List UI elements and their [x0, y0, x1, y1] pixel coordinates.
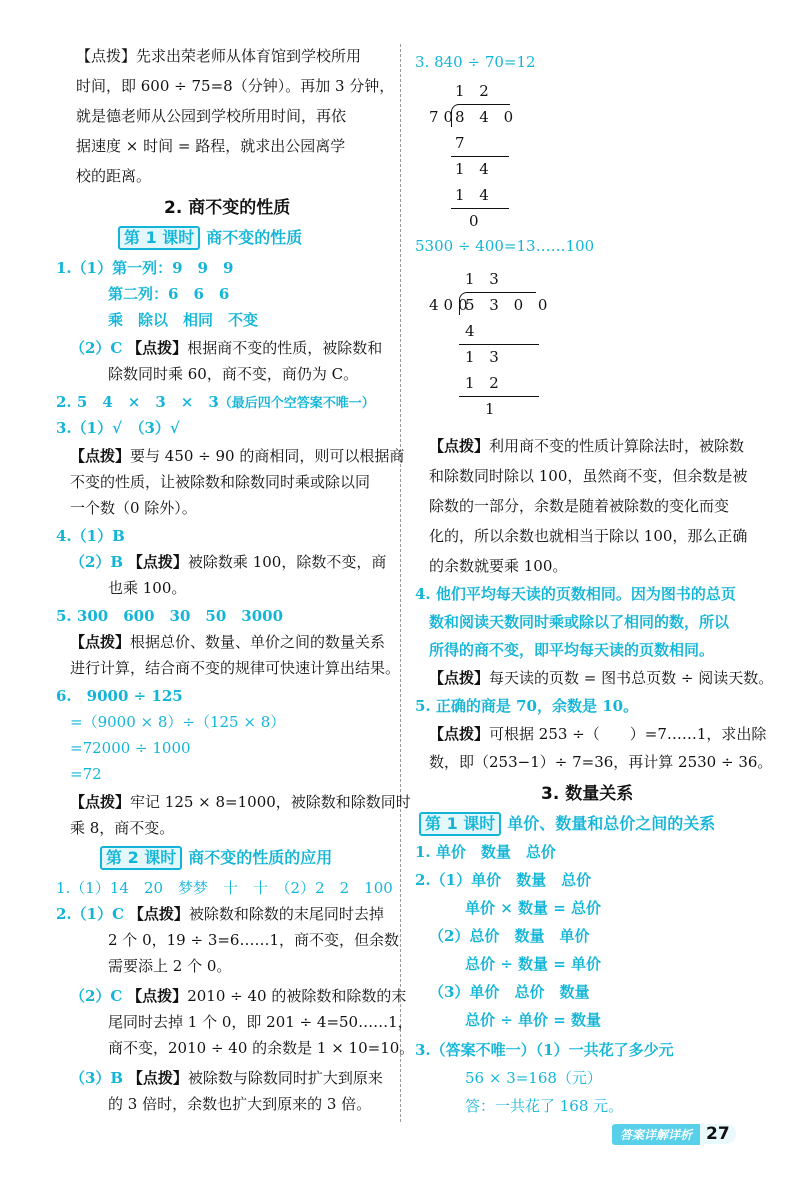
long-division: [429, 270, 569, 420]
tip-line: [70, 632, 385, 652]
tip-line: [429, 436, 744, 456]
tip-text: 尾同时去掉 1 个 0，即 201 ÷ 4=50……1，: [108, 1013, 413, 1031]
tip-tag: 【点拨】: [70, 793, 131, 811]
tip-text: 进行计算，结合商不变的规律可快速计算出结果。: [70, 659, 401, 677]
page-footer: [612, 1123, 736, 1145]
tip-text: 的 3 倍时，余数也扩大到原来的 3 倍。: [108, 1095, 372, 1113]
answer-line: [56, 392, 375, 414]
section-title: 2. 商不变的性质: [164, 198, 291, 218]
answer-note: （最后四个空答案不唯一）: [218, 396, 375, 411]
tip-text: 利用商不变的性质计算除法时，被除数: [489, 437, 745, 455]
tip-text: 和除数同时除以 100，虽然商不变，但余数是被: [429, 467, 748, 485]
answer-line: 答：一共花了 168 元。: [465, 1097, 624, 1115]
lesson-heading: [118, 226, 302, 250]
answer-line: [70, 552, 386, 572]
answer-line: [70, 986, 406, 1006]
lesson-heading: [100, 846, 332, 870]
tip-text: 2010 ÷ 40 的被除数和除数的末: [187, 987, 407, 1005]
long-division: [429, 82, 549, 232]
divisor: 70: [429, 108, 459, 126]
quotient: 1 3: [465, 270, 504, 288]
answer-line: [70, 1068, 383, 1088]
column-divider: [400, 44, 401, 1122]
section-title: 3. 数量关系: [541, 784, 634, 804]
intro-line: 【点拨】先求出荣老师从体育馆到学校所用: [76, 47, 362, 65]
answer-line: 56 × 3=168（元）: [465, 1069, 602, 1087]
intro-line: 校的距离。: [76, 167, 152, 185]
tip-text: 的余数就要乘 100。: [429, 557, 568, 575]
answer-label: 2.（1）C: [56, 905, 125, 923]
answer-label: （3）B: [70, 1069, 124, 1087]
step: 1 4: [455, 160, 494, 178]
tip-text: 被除数乘 100，除数不变，商: [187, 553, 387, 571]
tip-text: 除数的一部分，余数是随着被除数的变化而变: [429, 497, 730, 515]
division-rule: [459, 344, 539, 345]
answer-line: 数和阅读天数同时乘或除以了相同的数，所以: [429, 613, 730, 631]
answer-line: 第二列：6 6 6: [108, 285, 230, 303]
tip-text: 根据总价、数量、单价之间的数量关系: [130, 633, 386, 651]
tip-text: 被除数和除数的末尾同时去掉: [188, 905, 384, 923]
tip-text: 每天读的页数 = 图书总页数 ÷ 阅读天数。: [489, 669, 774, 687]
tip-line: [70, 792, 411, 812]
tip-text: 数，即（253−1）÷ 7=36，再计算 2530 ÷ 36。: [429, 753, 773, 771]
tip-text: 需要添上 2 个 0。: [108, 957, 232, 975]
answer-line: =72: [70, 765, 102, 783]
step: 1 4: [455, 186, 494, 204]
answer-line: 所得的商不变，即平均每天读的页数相同。: [429, 641, 715, 659]
step: 7: [455, 134, 470, 152]
tip-line: [429, 668, 773, 688]
step: 1 2: [465, 374, 504, 392]
quotient: 1 2: [455, 82, 494, 100]
tip-text: 乘 8，商不变。: [70, 819, 175, 837]
intro-line: 就是德老师从公园到学校所用时间，再依: [76, 107, 347, 125]
answer-line: 1.（1）第一列：9 9 9: [56, 259, 234, 277]
divisor: 400: [429, 296, 473, 314]
tip-line: [429, 724, 766, 744]
step: 1 3: [465, 348, 504, 366]
answer-label: （2）C: [70, 339, 123, 357]
answer-line: 1. 单价 数量 总价: [415, 843, 556, 861]
answer-line: [56, 904, 384, 924]
answer-line: 3.（1）√ （3）√: [56, 419, 180, 437]
lesson-box: 第 1 课时: [118, 226, 200, 250]
page-number: 27: [700, 1124, 736, 1144]
lesson-title: 商不变的性质的应用: [188, 848, 333, 867]
answer-line: 总价 ÷ 数量 = 单价: [465, 955, 602, 973]
answer-line: （2）总价 数量 单价: [429, 927, 590, 945]
answer-line: 总价 ÷ 单价 = 数量: [465, 1011, 602, 1029]
dividend: 5 3 0 0: [465, 296, 553, 314]
tip-text: 也乘 100。: [108, 579, 187, 597]
tip-tag: 【点拨】: [127, 339, 188, 357]
tip-text: 一个数（0 除外）。: [70, 499, 197, 517]
answer-line: =（9000 × 8）÷（125 × 8）: [70, 713, 286, 731]
tip-text: 根据商不变的性质，被除数和: [187, 339, 383, 357]
division-rule: [451, 156, 509, 157]
tip-text: 化的，所以余数也就相当于除以 100，那么正确: [429, 527, 748, 545]
tip-tag: 【点拨】: [127, 1069, 188, 1087]
tip-tag: 【点拨】: [70, 633, 131, 651]
answer-line: =72000 ÷ 1000: [70, 739, 191, 757]
tip-tag: 【点拨】: [429, 725, 490, 743]
tip-tag: 【点拨】: [127, 553, 188, 571]
lesson-box: 第 1 课时: [419, 812, 501, 836]
answer-line: 3. 840 ÷ 70=12: [415, 53, 536, 71]
tip-tag: 【点拨】: [70, 447, 131, 465]
division-rule: [459, 396, 539, 397]
tip-tag: 【点拨】: [127, 987, 188, 1005]
answer-line: 5. 300 600 30 50 3000: [56, 607, 283, 625]
dividend: 8 4 0: [455, 108, 519, 126]
tip-text: 可根据 253 ÷（ ）=7……1，求出除: [489, 725, 767, 743]
lesson-title: 商不变的性质: [206, 228, 303, 247]
intro-line: 据速度 × 时间 = 路程，就求出公园离学: [76, 137, 346, 155]
lesson-heading: [419, 812, 715, 836]
answer-line: 1.（1）14 20 梦梦 十 十 （2）2 2 100: [56, 879, 393, 897]
answer-line: 5. 正确的商是 70，余数是 10。: [415, 697, 639, 715]
answer-line: 4. 他们平均每天读的页数相同。因为图书的总页: [415, 585, 736, 603]
answer-label: （2）C: [70, 987, 123, 1005]
tip-line: [70, 446, 404, 466]
tip-tag: 【点拨】: [128, 905, 189, 923]
answer-line: 单价 × 数量 = 总价: [465, 899, 602, 917]
intro-line: 时间，即 600 ÷ 75=8（分钟）。再加 3 分钟，: [76, 77, 395, 95]
q-number: 2.: [56, 393, 72, 411]
tip-text: 除数同时乘 60，商不变，商仍为 C。: [108, 365, 359, 383]
division-rule: [451, 208, 509, 209]
step: 4: [465, 322, 480, 340]
step: 0: [469, 212, 484, 230]
answer-line: [70, 338, 382, 358]
step: 1: [485, 400, 500, 418]
tip-text: 被除数与除数同时扩大到原来: [187, 1069, 383, 1087]
answer-line: 4.（1）B: [56, 527, 125, 545]
answer-line: 2.（1）单价 数量 总价: [415, 871, 592, 889]
tip-text: 不变的性质，让被除数和除数同时乘或除以同: [70, 473, 371, 491]
tip-tag: 【点拨】: [429, 437, 490, 455]
answer-values: 5 4 × 3 × 3: [76, 393, 219, 411]
answer-line: 3.（答案不唯一）（1）一共花了多少元: [415, 1041, 674, 1059]
tip-tag: 【点拨】: [429, 669, 490, 687]
answer-line: 乘 除以 相同 不变: [108, 311, 259, 329]
footer-label: 答案详解详析: [612, 1124, 700, 1145]
tip-text: 2 个 0，19 ÷ 3=6……1，商不变，但余数: [108, 931, 400, 949]
tip-text: 商不变，2010 ÷ 40 的余数是 1 × 10=10。: [108, 1039, 415, 1057]
tip-text: 要与 450 ÷ 90 的商相同，则可以根据商: [130, 447, 405, 465]
lesson-title: 单价、数量和总价之间的关系: [507, 814, 716, 833]
answer-line: 6. 9000 ÷ 125: [56, 687, 183, 705]
lesson-box: 第 2 课时: [100, 846, 182, 870]
answer-label: （2）B: [70, 553, 124, 571]
tip-text: 牢记 125 × 8=1000，被除数和除数同时: [130, 793, 411, 811]
answer-line: 5300 ÷ 400=13……100: [415, 237, 595, 255]
answer-line: （3）单价 总价 数量: [429, 983, 590, 1001]
